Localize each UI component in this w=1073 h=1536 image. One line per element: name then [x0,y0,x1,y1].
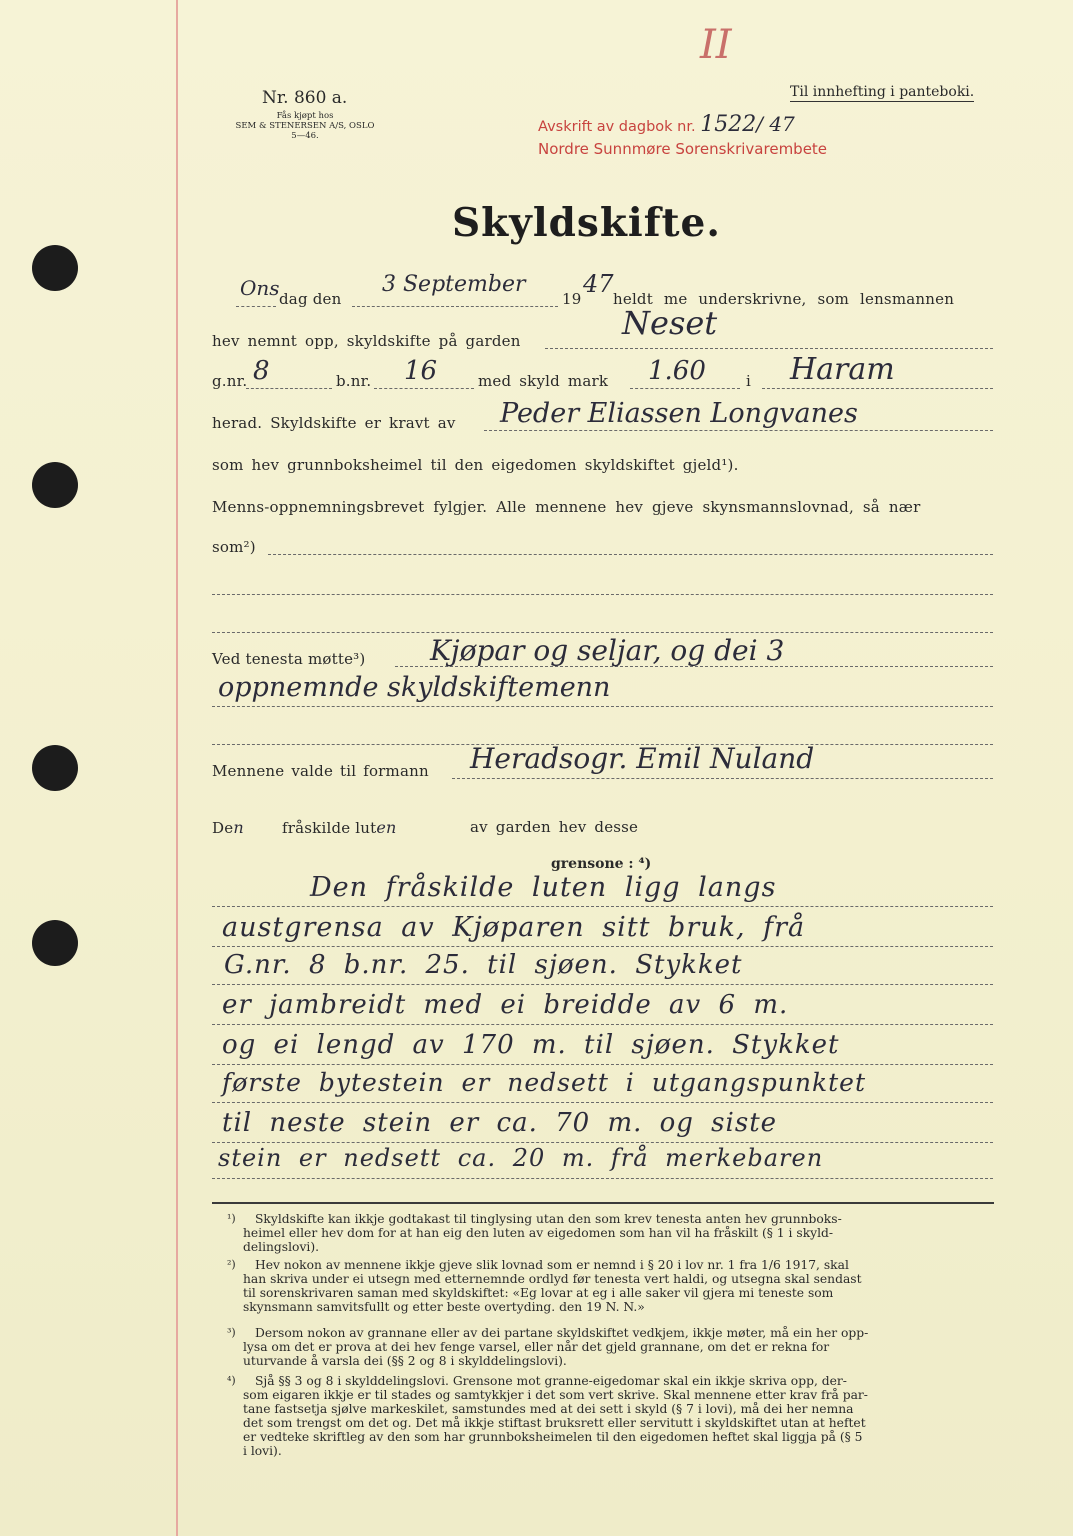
gnr-value: 8 [253,356,270,386]
footnote-item [227,1258,993,1314]
footnote-line: som eigaren ikkje er til stades og samtykkjer i det som vert skrive. Skal mennene etter krav frå par- [243,1388,868,1402]
description-line: stein er nedsett ca. 20 m. frå merkebaren [218,1144,824,1172]
footnote-item [227,1326,993,1368]
register-note: Til innhefting i panteboki. [790,84,975,100]
description-line: G.nr. 8 b.nr. 25. til sjøen. Stykket [224,950,743,980]
footnote-line: Skyldskifte kan ikkje godtakast til tinglysing utan den som krev tenesta anten hev grunnboks- [255,1212,842,1226]
fill-line [212,1178,993,1179]
fill-line [212,1024,993,1025]
footnote-number: ²) [227,1258,236,1271]
form-number: Nr. 860 a. [262,88,348,108]
herad-handwritten: Haram [790,352,895,387]
fill-line [212,594,993,595]
footnote-line: delingslovi). [243,1240,320,1254]
footnote-line: lysa om det er prova at dei hev fenge varsel, eller når det gjeld grannane, om det er rekna for [243,1340,830,1354]
fill-line [212,706,993,707]
footnote-item [227,1374,993,1458]
row7-text: som²) [212,538,256,556]
publisher-imprint: Fås kjøpt hos SEM & STENERSEN A/S, OSLO 5—46. [235,111,375,141]
fill-line [374,388,474,389]
attendees-handwritten-1: Kjøpar og seljar, og dei 3 [430,634,785,667]
fill-line [352,306,558,307]
stamp-line-1: Avskrift av dagbok nr. 1522/ 47 [538,112,795,137]
footnote-line: til sorenskrivaren saman med skyldskiftet: «Eg lovar at eg i alle saker vil gjera mi teneste som [243,1286,834,1300]
dag-den-label: dag den [279,290,342,308]
punch-hole [32,920,78,966]
footnote-line: Dersom nokon av grannane eller av dei partane skyldskiftet vedkjem, ikkje møter, må ein her opp- [255,1326,869,1340]
row6-text: Menns-oppnemningsbrevet fylgjer. Alle mennene hev gjeve skynsmannslovnad, så nær [212,498,921,516]
footnote-line: heimel eller hev dom for at han eig den luten av eigedomen som han vil ha fråskilt (§ 1 i skyld- [243,1226,834,1240]
footnote-line: skynsmann samvitsfullt og etter beste overtyding. den 19 N. N.» [243,1300,645,1314]
fill-line [212,1142,993,1143]
stamp-line-2: Nordre Sunnmøre Sorenskrivarembete [538,140,828,158]
fill-line [236,306,276,307]
fill-line [762,388,993,389]
footnote-line: Sjå §§ 3 og 8 i skylddelingslovi. Grensone mot granne-eigedomar skal ein ikkje skriva opp, der- [255,1374,847,1388]
description-line: og ei lengd av 170 m. til sjøen. Stykket [222,1030,840,1060]
fill-line [246,388,332,389]
row10-part1: Den [212,818,244,837]
row4-text: herad. Skyldskifte er kravt av [212,414,456,432]
fill-line [630,388,740,389]
attendees-label: Ved tenesta møtte³) [212,650,366,668]
fill-line [212,1102,993,1103]
description-line: Den fråskilde luten ligg langs [310,872,777,903]
farm-name-handwritten: Neset [622,304,718,342]
footnote-number: ³) [227,1326,236,1339]
footnote-line: tane fastsetja sjølve markeskilet, samstundes med at dei sett i skyld (§ 7 i lovi), må dei her nemna [243,1402,854,1416]
fill-line [484,430,993,431]
description-line: austgrensa av Kjøparen sitt bruk, frå [222,912,806,943]
chairman-label: Mennene valde til formann [212,762,429,780]
punch-hole [32,245,78,291]
fill-line [545,348,993,349]
margin-line [176,0,178,1536]
footnote-line: i lovi). [243,1444,282,1458]
boundaries-label: grensone : ⁴) [551,856,652,872]
footnote-divider [212,1202,994,1204]
fill-line [212,984,993,985]
row5-text: som hev grunnboksheimel til den eigedomen skyldskiftet gjeld¹). [212,456,739,474]
year-prefix: 19 [562,290,582,308]
description-line: til neste stein er ca. 70 m. og siste [222,1108,778,1138]
attendees-handwritten-2: oppnemnde skyldskiftemenn [218,672,611,703]
fill-line [212,632,993,633]
footnote-line: er vedteke skriftleg av den som har grunnboksheimelen til den eigedomen heftet skal liggja på (§ 5 [243,1430,863,1444]
fill-line [452,778,993,779]
fill-line [212,906,993,907]
page-title: Skyldskifte. [452,200,721,246]
skyld-label: med skyld mark [478,372,609,390]
row1-text: heldt me underskrivne, som lensmannen [613,290,955,308]
description-line: er jambreidt med ei breidde av 6 m. [222,990,789,1020]
bnr-label: b.nr. [336,372,372,390]
skyld-value: 1.60 [648,356,706,386]
date-handwritten: 3 September [382,272,526,297]
roman-mark: II [700,22,732,68]
fill-line [212,946,993,947]
footnote-number: ⁴) [227,1374,236,1387]
fill-line [268,554,993,555]
punch-hole [32,462,78,508]
footnote-line: han skriva under ei utsegn med etternemnde ordlyd før tenesta vert haldi, og utsegna skal sendast [243,1272,862,1286]
bnr-value: 16 [404,356,438,386]
claimant-handwritten: Peder Eliassen Longvanes [500,398,858,429]
weekday-handwritten: Ons [240,276,280,300]
gnr-label: g.nr. [212,372,248,390]
row10-part3: av garden hev desse [470,818,639,836]
punch-hole [32,745,78,791]
footnote-line: uturvande å varsla dei (§§ 2 og 8 i skylddelingslovi). [243,1354,567,1368]
footnote-line: Hev nokon av mennene ikkje gjeve slik lovnad som er nemnd i § 20 i lov nr. 1 fra 1/6 1917, skal [255,1258,849,1272]
description-line: første bytestein er nedsett i utgangspunktet [222,1068,866,1097]
footnote-number: ¹) [227,1212,236,1225]
footnote-item [227,1212,993,1254]
chairman-handwritten: Heradsogr. Emil Nuland [470,742,815,775]
footnote-line: det som trengst om det og. Det må ikkje stiftast bruksrett eller servitutt i skyldskiftet utan at heftet [243,1416,866,1430]
fill-line [212,1064,993,1065]
year-handwritten: 47 [583,270,614,298]
row10-part2: fråskilde luten [282,818,397,837]
i-label: i [746,372,751,390]
row2-text: hev nemnt opp, skyldskifte på garden [212,332,521,350]
